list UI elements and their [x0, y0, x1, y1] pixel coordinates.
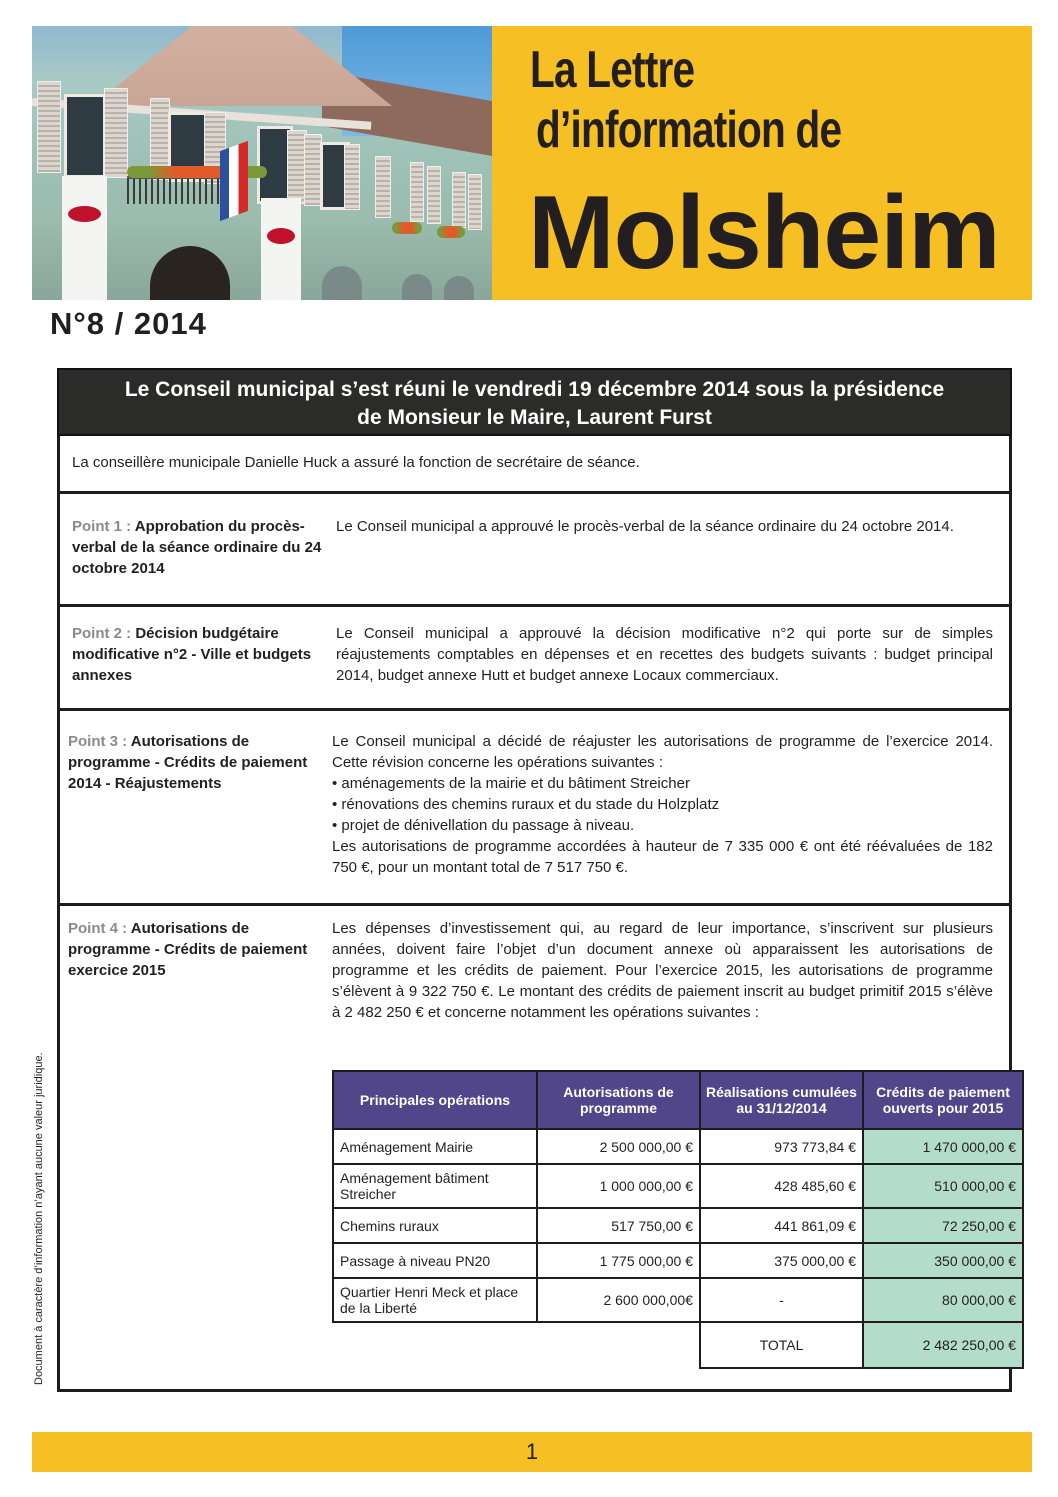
program-authorization: 517 750,00 €	[537, 1208, 700, 1243]
cumulative-realization: -	[700, 1278, 863, 1322]
agenda-point-3	[57, 711, 1012, 906]
table-row	[333, 1278, 1023, 1322]
point-body: Le Conseil municipal a approuvé le procès-verbal de la séance ordinaire du 24 octobre 2014.	[336, 518, 954, 535]
payment-credit-2015: 80 000,00 €	[863, 1278, 1023, 1322]
table-row	[333, 1243, 1023, 1278]
page-footer	[32, 1432, 1032, 1472]
page-number: 1	[525, 1439, 539, 1464]
program-authorization: 2 500 000,00 €	[537, 1129, 700, 1164]
point-body	[332, 731, 993, 878]
operation-name: Aménagement Mairie	[333, 1129, 537, 1164]
bugatti-banner	[261, 198, 301, 300]
legal-disclaimer: Document à caractère d’information n’ayant aucune valeur juridique.	[33, 1052, 45, 1385]
column-header: Réalisations cumulées au 31/12/2014	[700, 1071, 863, 1129]
point-number: Point 2 :	[72, 625, 132, 642]
operations-table	[332, 1070, 1024, 1369]
point-outro: Les autorisations de programme accordées à hauteur de 7 335 000 € ont été réévaluées de 182 750 €, pour un montant total de 7 517 750 €.	[332, 838, 993, 876]
payment-credit-2015: 1 470 000,00 €	[863, 1129, 1023, 1164]
payment-credit-2015: 510 000,00 €	[863, 1164, 1023, 1208]
point-intro: Le Conseil municipal a décidé de réajuster les autorisations de programme de l’exercice 2014. Cette révision concerne les opérations suivantes :	[332, 733, 993, 771]
french-flag	[220, 141, 248, 221]
photo-flowers	[437, 226, 465, 238]
masthead-line-2: d’information de	[536, 101, 842, 159]
town-hall-photo	[32, 26, 492, 300]
operation-name: Passage à niveau PN20	[333, 1243, 537, 1278]
operation-name: Quartier Henri Meck et place de la Liberté	[333, 1278, 537, 1322]
photo-shutter	[104, 88, 128, 178]
agenda-point-2	[57, 607, 1012, 711]
secretary-note: La conseillère municipale Danielle Huck a assuré la fonction de secrétaire de séance.	[57, 436, 1012, 494]
program-authorization: 2 600 000,00€	[537, 1278, 700, 1322]
total-label: TOTAL	[700, 1322, 863, 1368]
photo-shutter	[410, 162, 424, 222]
photo-shutter	[37, 81, 61, 173]
bugatti-logo	[68, 206, 101, 222]
table-header-row	[333, 1071, 1023, 1129]
agenda-point-1	[57, 494, 1012, 607]
meeting-headline	[57, 368, 1012, 436]
photo-window-arch	[444, 276, 474, 300]
table-row	[333, 1129, 1023, 1164]
masthead	[492, 26, 1032, 300]
bullet-item: • rénovations des chemins ruraux et du stade du Holzplatz	[332, 796, 720, 813]
cumulative-realization: 973 773,84 €	[700, 1129, 863, 1164]
point-title: Approbation du procès-verbal de la séance ordinaire du 24 octobre 2014	[72, 518, 322, 577]
issue-number: N°8 / 2014	[50, 306, 207, 341]
masthead-line-1: La Lettre	[530, 41, 695, 99]
empty-cell	[333, 1322, 537, 1368]
payment-credit-2015: 350 000,00 €	[863, 1243, 1023, 1278]
empty-cell	[537, 1322, 700, 1368]
point-title: Autorisations de programme - Crédits de paiement exercice 2015	[68, 920, 308, 979]
headline-line-2: de Monsieur le Maire, Laurent Furst	[357, 406, 712, 429]
photo-shutter	[468, 174, 482, 230]
point-heading	[68, 918, 318, 981]
bugatti-logo	[267, 228, 295, 244]
point-number: Point 4 :	[68, 920, 128, 937]
photo-balcony	[127, 176, 227, 204]
total-value: 2 482 250,00 €	[863, 1322, 1023, 1368]
point-number: Point 1 :	[72, 518, 132, 535]
column-header: Crédits de paiement ouverts pour 2015	[863, 1071, 1023, 1129]
point-title: Autorisations de programme - Crédits de paiement 2014 - Réajustements	[68, 733, 308, 792]
point-body: Le Conseil municipal a approuvé la décision modificative n°2 qui porte sur de simples réajustements comptables en dépenses et en recettes des budgets suivants : budget principal 2014, budget annexe Hutt et budget annexe Locaux commerciaux.	[336, 625, 993, 684]
cumulative-realization: 375 000,00 €	[700, 1243, 863, 1278]
photo-shutter	[427, 166, 441, 224]
point-number: Point 3 :	[68, 733, 128, 750]
photo-shutter	[452, 172, 466, 228]
operation-name: Aménagement bâtiment Streicher	[333, 1164, 537, 1208]
photo-shutter	[375, 156, 391, 218]
column-header: Principales opérations	[333, 1071, 537, 1129]
table-row	[333, 1164, 1023, 1208]
point-title: Décision budgétaire modificative n°2 - Ville et budgets annexes	[72, 625, 312, 684]
photo-window-arch	[322, 266, 362, 300]
headline-line-1: Le Conseil municipal s’est réuni le vendredi 19 décembre 2014 sous la présidence	[124, 378, 945, 401]
column-header: Autorisations de programme	[537, 1071, 700, 1129]
photo-window	[64, 94, 106, 178]
program-authorization: 1 000 000,00 €	[537, 1164, 700, 1208]
photo-shutter	[344, 144, 360, 210]
masthead-town-name: Molsheim	[528, 175, 1000, 291]
point-body: Les dépenses d’investissement qui, au regard de leur importance, s’inscrivent sur plusieurs années, doivent faire l’objet d’un document annexe où apparaissent les autorisations de programme et les crédits de paiement. Pour l’exercice 2015, les autorisations de programme s’élèvent à 9 322 750 €. Le montant des crédits de paiement inscrit au budget primitif 2015 s’élève à 2 482 250 € et concerne notamment les opérations suivantes :	[332, 920, 993, 1021]
bugatti-banner	[62, 176, 107, 300]
program-authorization: 1 775 000,00 €	[537, 1243, 700, 1278]
bullet-item: • projet de dénivellation du passage à niveau.	[332, 817, 635, 834]
point-heading	[72, 623, 322, 686]
photo-archway	[150, 246, 230, 300]
point-heading	[68, 731, 318, 794]
table-total-row	[333, 1322, 1023, 1368]
payment-credit-2015: 72 250,00 €	[863, 1208, 1023, 1243]
bullet-item: • aménagements de la mairie et du bâtiment Streicher	[332, 775, 690, 792]
photo-flowers	[392, 222, 422, 234]
cumulative-realization: 441 861,09 €	[700, 1208, 863, 1243]
operation-name: Chemins ruraux	[333, 1208, 537, 1243]
table-row	[333, 1208, 1023, 1243]
point-heading	[72, 516, 322, 579]
cumulative-realization: 428 485,60 €	[700, 1164, 863, 1208]
photo-window-arch	[402, 274, 432, 300]
